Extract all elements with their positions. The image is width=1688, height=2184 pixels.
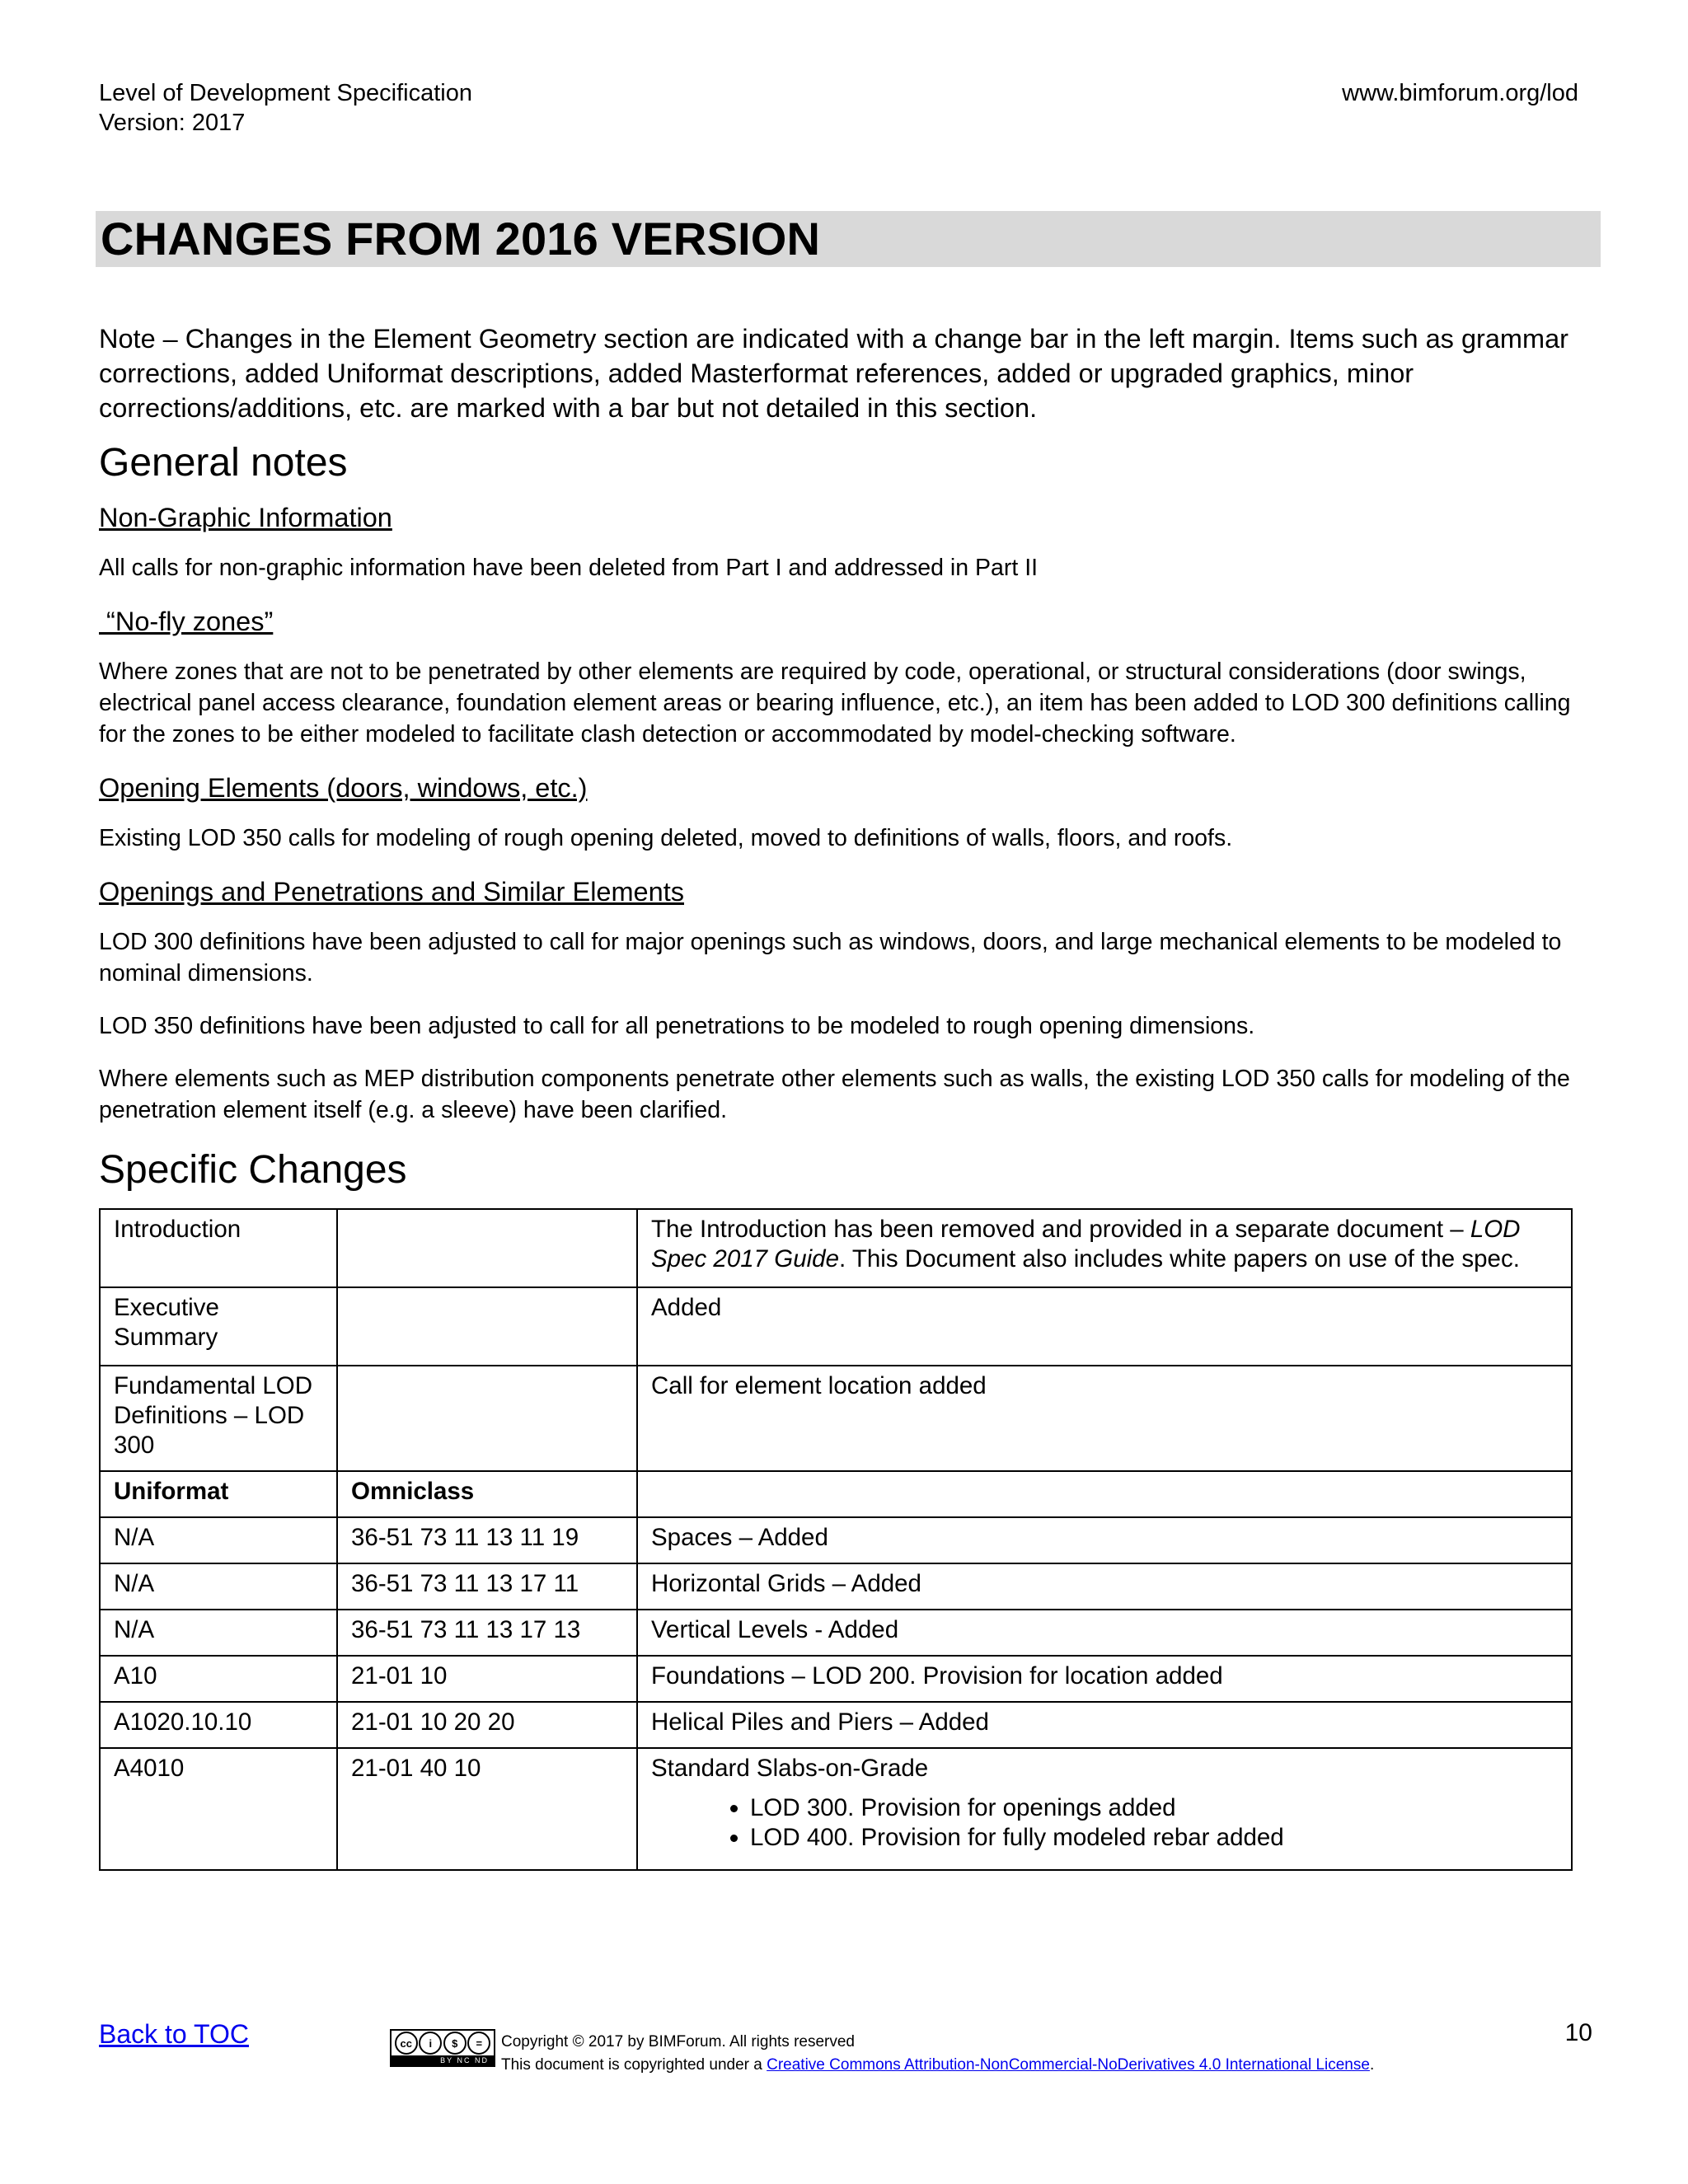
- table-row: [100, 1656, 1572, 1702]
- table-cell: [337, 1209, 637, 1287]
- table-cell: Executive Summary: [100, 1287, 337, 1366]
- list-item: • LOD 300. Provision for openings added: [750, 1793, 1558, 1823]
- penetrations-heading: Openings and Penetrations and Similar Elements: [99, 877, 684, 907]
- table-cell: 36-51 73 11 13 11 19: [337, 1517, 637, 1563]
- section-title-bar: [96, 211, 1601, 267]
- header-url: www.bimforum.org/lod: [1342, 80, 1578, 106]
- table-header-cell: Omniclass: [337, 1471, 637, 1517]
- cc-icon: cc: [395, 2032, 418, 2055]
- list-item: • LOD 400. Provision for fully modeled rebar added: [750, 1823, 1558, 1853]
- copyright-text: Copyright © 2017 by BIMForum. All rights reserved: [501, 2033, 856, 2050]
- intro-text-a: The Introduction has been removed and provided in a separate document –: [651, 1216, 1470, 1243]
- table-row: [100, 1563, 1572, 1610]
- nofly-heading: “No-fly zones”: [99, 607, 274, 636]
- penetrations-text-2: LOD 350 definitions have been adjusted to call for all penetrations to be modeled to rough opening dimensions.: [99, 1013, 1255, 1039]
- table-header-row: [100, 1471, 1572, 1517]
- table-cell: Spaces – Added: [637, 1517, 1572, 1563]
- opening-text: Existing LOD 350 calls for modeling of rough opening deleted, moved to definitions of walls, floors, and roofs.: [99, 825, 1233, 851]
- doc-title: Level of Development Specification: [99, 80, 472, 106]
- table-cell: Fundamental LOD Definitions – LOD 300: [100, 1366, 337, 1471]
- table-cell: A10: [100, 1656, 337, 1702]
- table-row: [100, 1209, 1572, 1287]
- license-link[interactable]: Creative Commons Attribution-NonCommercial-NoDerivatives 4.0 International License: [767, 2056, 1370, 2074]
- table-cell: Foundations – LOD 200. Provision for location added: [637, 1656, 1572, 1702]
- intro-text-b: . This Document also includes white papers on use of the spec.: [838, 1245, 1520, 1272]
- slabs-bullet-list: [651, 1793, 1558, 1853]
- table-row: [100, 1748, 1572, 1870]
- table-row: [100, 1610, 1572, 1656]
- opening-heading: Opening Elements (doors, windows, etc.): [99, 773, 588, 803]
- table-cell: [337, 1366, 637, 1471]
- table-header-cell: [637, 1471, 1572, 1517]
- license-line: [501, 2054, 1374, 2077]
- table-cell: [637, 1748, 1572, 1870]
- nofly-text: Where zones that are not to be penetrated by other elements are required by code, operational, or structural considerations (door swings, electrical panel access clearance, foundation element areas or bearing influence, etc.), an item has been added to LOD 300 definitions calling for the zones to be either modeled to facilitate clash detection or accommodated by model-checking software.: [99, 658, 1571, 748]
- general-notes-heading: General notes: [99, 441, 348, 485]
- table-cell: Helical Piles and Piers – Added: [637, 1702, 1572, 1748]
- table-cell: [637, 1209, 1572, 1287]
- nc-icon: $: [443, 2032, 467, 2055]
- table-cell: [337, 1287, 637, 1366]
- table-cell: Horizontal Grids – Added: [637, 1563, 1572, 1610]
- table-cell: N/A: [100, 1517, 337, 1563]
- specific-changes-heading: Specific Changes: [99, 1148, 407, 1192]
- changes-table: [99, 1208, 1573, 1871]
- by-icon: i: [419, 2032, 442, 2055]
- nongraphic-text: All calls for non-graphic information have been deleted from Part I and addressed in Part II: [99, 555, 1039, 581]
- table-cell: 21-01 10 20 20: [337, 1702, 637, 1748]
- table-row: [100, 1517, 1572, 1563]
- table-cell: Vertical Levels - Added: [637, 1610, 1572, 1656]
- intro-guide-title: LOD Spec 2017 Guide: [651, 1216, 1521, 1272]
- cc-terms: BY NC ND: [392, 2055, 494, 2065]
- page-number: 10: [1564, 2019, 1592, 2046]
- copyright-block: [501, 2031, 1374, 2077]
- table-cell: 21-01 10: [337, 1656, 637, 1702]
- table-cell: 36-51 73 11 13 17 13: [337, 1610, 637, 1656]
- doc-version: Version: 2017: [99, 110, 246, 136]
- table-row: [100, 1366, 1572, 1471]
- table-row: [100, 1287, 1572, 1366]
- main-content: [99, 321, 1592, 1871]
- back-to-toc-link[interactable]: Back to TOC: [99, 2019, 249, 2049]
- table-cell: Call for element location added: [637, 1366, 1572, 1471]
- license-prefix: This document is copyrighted under a: [501, 2056, 767, 2074]
- table-cell: 36-51 73 11 13 17 11: [337, 1563, 637, 1610]
- slabs-title: Standard Slabs-on-Grade: [651, 1755, 929, 1782]
- section-title: CHANGES FROM 2016 VERSION: [101, 213, 821, 265]
- penetrations-text-1: LOD 300 definitions have been adjusted to call for major openings such as windows, doors, and large mechanical elements to be modeled to nominal dimensions.: [99, 929, 1562, 987]
- nd-icon: =: [467, 2032, 490, 2055]
- nongraphic-heading: Non-Graphic Information: [99, 503, 392, 532]
- table-row: [100, 1702, 1572, 1748]
- table-cell: N/A: [100, 1610, 337, 1656]
- table-cell: N/A: [100, 1563, 337, 1610]
- table-cell: A4010: [100, 1748, 337, 1870]
- license-suffix: .: [1369, 2056, 1375, 2074]
- table-cell: A1020.10.10: [100, 1702, 337, 1748]
- table-cell: Added: [637, 1287, 1572, 1366]
- penetrations-text-3: Where elements such as MEP distribution components penetrate other elements such as walls, the existing LOD 350 calls for modeling of the penetration element itself (e.g. a sleeve) have been clarified.: [99, 1066, 1570, 1123]
- page-header: [99, 78, 1578, 138]
- table-cell: 21-01 40 10: [337, 1748, 637, 1870]
- creative-commons-badge[interactable]: [390, 2029, 495, 2067]
- change-note: Note – Changes in the Element Geometry section are indicated with a change bar in the left margin. Items such as grammar corrections, added Uniformat descriptions, added Masterformat references, added or upgraded graphics, minor corrections/additions, etc. are marked with a bar but not detailed in this section.: [99, 324, 1568, 423]
- table-header-cell: Uniformat: [100, 1471, 337, 1517]
- table-cell: Introduction: [100, 1209, 337, 1287]
